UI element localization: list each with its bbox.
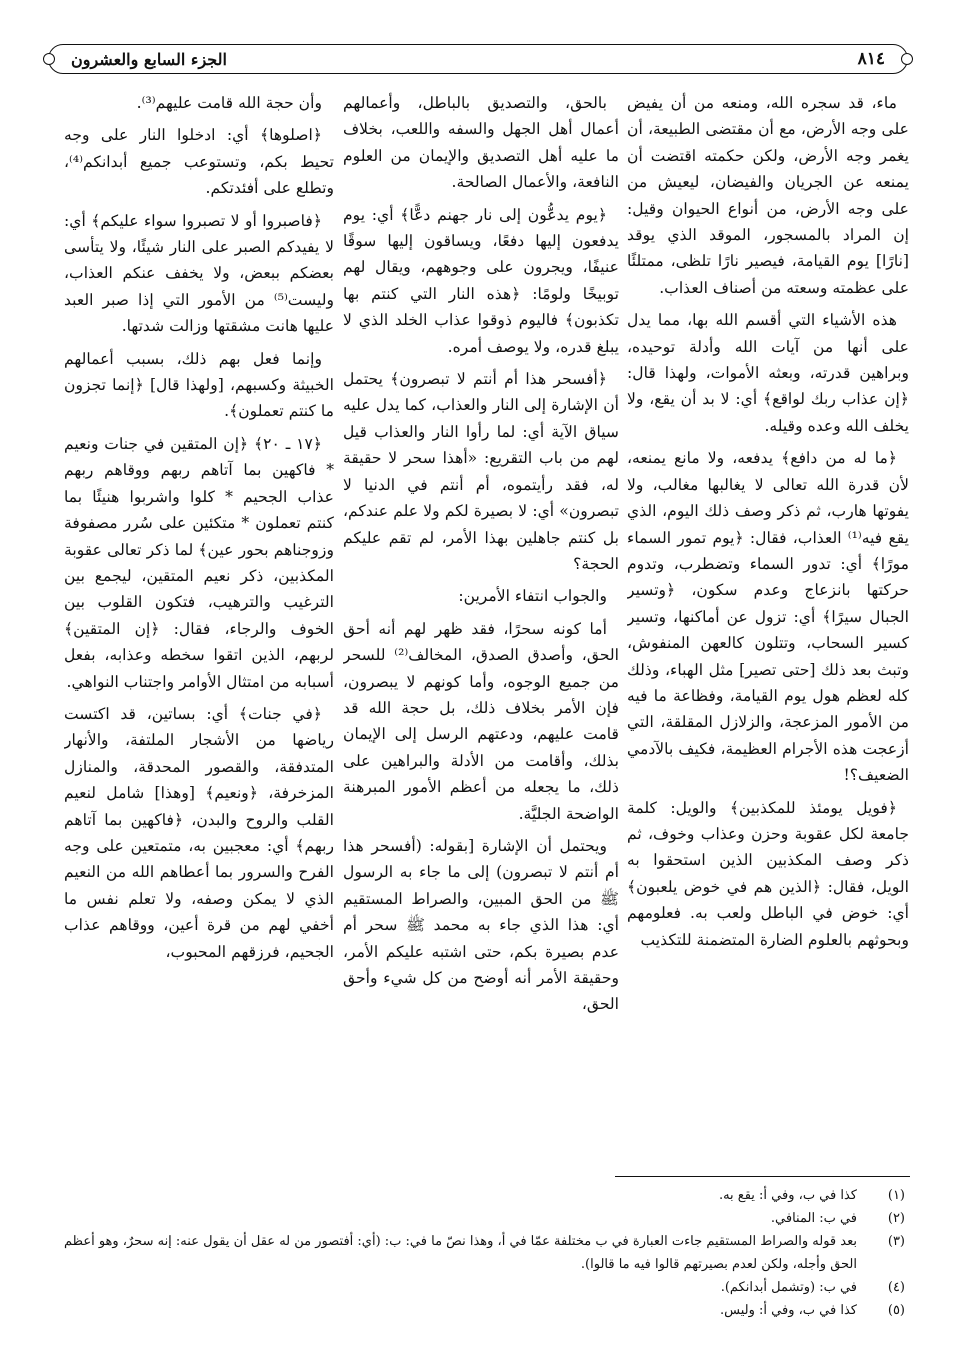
part-title: الجزء السابع والعشرون [71,49,227,69]
footnote-number: (١) [887,1188,905,1203]
footnote-text: كذا في ب، وفي أ: وليس. [720,1303,857,1318]
paragraph: وإنما فعل بهم ذلك، بسبب أعمالهم الخبيثة وكسبهم، [ولهذا قال] ﴿إنما تجزون ما كنتم تعملون﴾. [64,349,334,421]
running-header [48,44,908,74]
text-column-right [627,90,909,1175]
text-column-left [64,90,334,1175]
header-ornament-left [43,53,55,65]
paragraph: ﴿فاصبروا أو لا تصبروا سواء عليكم﴾ أي: لا يفيدكم الصبر على النار شيئًا، ولا يتأسى بعضكم ببعض، ولا يخفف عنكم العذاب، وليست⁽⁵⁾ من الأمور التي إذا صبر العبد عليها هانت مشقتها وزالت شدتها. [64,211,334,336]
footnote-separator [615,1176,910,1177]
paragraph: وأن حجة الله قامت عليهم⁽³⁾. [136,94,322,112]
footnote [64,1184,909,1207]
footnote-number: (٤) [887,1280,905,1295]
footnote [64,1230,909,1276]
footnote [64,1207,909,1230]
footnote-text: في ب: (وتشمل أبدانكم). [720,1280,857,1295]
paragraph: ﴿١٧ ـ ٢٠﴾ ﴿إن المتقين في جنات ونعيم * فاكهين بما آتاهم ربهم ووقاهم ربهم عذاب الجحيم * كلوا واشربوا هنيئًا بما كنتم تعملون * متكئين على سُرر مصفوفة وزوجناهم بحور عين﴾ لما ذكر تعالى عقوبة المكذبين، ذكر نعيم المتقين، ليجمع بين الترغيب والترهيب، فتكون القلوب بين الخوف والرجاء، فقال: ﴿إن المتقين﴾ لربهم، الذين اتقوا سخطه وعذابه، بفعل أسبابه من امتثال الأوامر واجتناب النواهي. [64,434,334,691]
paragraph: ﴿اصلوها﴾ أي: ادخلوا النار على وجه تحيط بكم، وتستوعب جميع أبدانكم⁽⁴⁾، وتطلع على أفئدتكم. [64,126,334,198]
paragraph: أما كونه سحرًا، فقد ظهر لهم أنه أحق الحق، وأصدق الصدق، المخالف⁽²⁾ للسحر من جميع الوجوه، وأما كونهم لا يبصرون، فإن الأمر بخلاف ذلك، بل حجة الله قد قامت عليهم، ودعتهم الرسل إلى الإيمان بذلك، وأقامت من الأدلة والبراهين على ذلك، ما يجعله من أعظم الأمور المبرهنة الواضحة الجليَّة. [343,619,619,823]
paragraph: ﴿أفسحر هذا أم أنتم لا تبصرون﴾ يحتمل أن الإشارة إلى النار والعذاب، كما يدل عليه سياق الآية أي: لما رأوا النار والعذاب قيل لهم من باب التقريع: «أهذا سحر لا حقيقة له، فقد رأيتموه، أم أنتم في الدنيا لا تبصرون» أي: لا بصيرة لكم ولا علم عندكم، بل كنتم جاهلين بهذا الأمر، لم تقم عليكم الحجة؟ [343,370,619,573]
page-number: ٨١٤ [857,49,885,69]
paragraph: ﴿في جنات﴾ أي: بساتين، قد اكتست رياضها من الأشجار الملتفة، والأنهار المتدفقة، والقصور المحدقة، والمنازل المزخرفة، ﴿ونعيم﴾ [وهذا] شامل لنعيم القلب والروح والبدن، ﴿فاكهين بما آتاهم ربهم﴾ أي: معجبين به، متمتعين على وجه الفرح والسرور بما أعطاهم الله من النعيم الذي لا يمكن وصفه، ولا تعلم نفس ما أخفي لهم من قرة أعين، ووقاهم عذاب الجحيم، فرزقهم المحبوب، [64,704,334,961]
paragraph: هذه الأشياء التي أقسم الله بها، مما يدل على أنها من آيات الله وأدلة توحيده، وبراهين قدرته، وبعثه الأموات، ولهذا قال: ﴿إن عذاب ربك لواقع﴾ أي: لا بد أن يقع، ولا يخلف الله وعده وقيله. [627,311,909,435]
footnote-text: كذا في ب، وفي أ: يقع به. [718,1188,857,1203]
paragraph: ويحتمل أن الإشارة [بقوله: (أفسحر هذا أم أنتم لا تبصرون) إلى ما جاء به الرسول ﷺ من الحق المبين، والصراط المستقيم أي: هذا الذي جاء به محمد ﷺ سحر أم عدم بصيرة بكم، حتى اشتبه عليكم الأمر، وحقيقة الأمر أنه أوضح من كل شيء وأحق الحق، [343,836,619,1014]
paragraph: والجواب انتفاء الأمرين: [458,587,607,606]
paragraph: ﴿ما له من دافع﴾ يدفعه، ولا مانع يمنعه، لأن قدرة الله تعالى لا يغالبها مغالب، ولا يفوتها هارب، ثم ذكر وصف ذلك اليوم، الذي يقع فيه⁽¹⁾ العذاب، فقال: ﴿يوم تمور السماء مورًا﴾ أي: تدور السماء وتضطرب، وتدوم حركتها بانزعاج وعدم سكون، ﴿وتسير الجبال سيرًا﴾ أي: تزول عن أماكنها، وتسير كسير السحاب، وتتلون كالعهن المنفوش، وتبث بعد ذلك [حتى تصير] مثل الهباء، وذلك كله لعظم هول يوم القيامة، وفظاعة ما فيه من الأمور المزعجة، والزلازل المقلقة، التي أزعجت هذه الأجرام العظيمة، فكيف بالآدمي الضعيف؟! [627,449,909,785]
paragraph: ﴿يوم يدعُّون إلى نار جهنم دعًّا﴾ أي: يوم يدفعون إليها دفعًا، ويساقون إليها سوقًا عنيفًا، ويجرون على وجوههم، ويقال لهم توبيخًا ولومًا: ﴿هذه النار التي كنتم بها تكذبون﴾ فاليوم ذوقوا عذاب الخلد الذي لا يبلغ قدره، ولا يوصف أمره. [343,205,619,356]
paragraph: بالحق، والتصديق بالباطل، وأعمالهم أعمال أهل الجهل والسفه واللعب، بخلاف ما عليه أهل التصديق والإيمان من العلوم النافعة، والأعمال الصالحة. [343,94,619,192]
footnote-number: (٣) [887,1234,905,1249]
footnote-number: (٢) [887,1211,905,1226]
footnote-text: بعد قوله والصراط المستقيم جاءت العبارة في ب مختلفة عمّا في أ، وهذا نصّ ما في: ب: (أي: أفتصور من له عقل أن يقول عنه: إنه سحرٌ، وهو أعظم الحق وأجله، ولكن لعدم بصيرتهم قالوا فيه ما قالوا). [64,1234,857,1272]
footnote [64,1299,909,1322]
text-column-middle [343,90,619,1175]
paragraph: ماء، قد سجره الله، ومنعه من أن يفيض على وجه الأرض، مع أن مقتضى الطبيعة، أن يغمر وجه الأرض، ولكن حكمته اقتضت أن يمنعه عن الجريان والفيضان، ليعيش من على وجه الأرض، من أنواع الحيوان وقيل: إن المراد بالمسجور، الموقد الذي يوقد [نارًا] يوم القيامة، فيصير نارًا تلظى، ممتلئًا على عظمته وسعته من أصناف العذاب. [627,94,909,297]
footnote [64,1276,909,1299]
footnote-text: في ب: المنافي. [770,1211,857,1226]
footnotes [64,1184,909,1322]
header-ornament-right [901,53,913,65]
paragraph: ﴿فويل يومئذ للمكذبين﴾ والويل: كلمة جامعة لكل عقوبة وحزن وعذاب وخوف، ثم ذكر وصف المكذبين الذين استحقوا به الويل، فقال: ﴿الذين هم في خوض يلعبون﴾ أي: خوض في الباطل ولعب به. فعلومهم وبحوثهم بالعلوم الضارة المتضمنة للتكذيب [627,798,909,949]
footnote-number: (٥) [887,1303,905,1318]
